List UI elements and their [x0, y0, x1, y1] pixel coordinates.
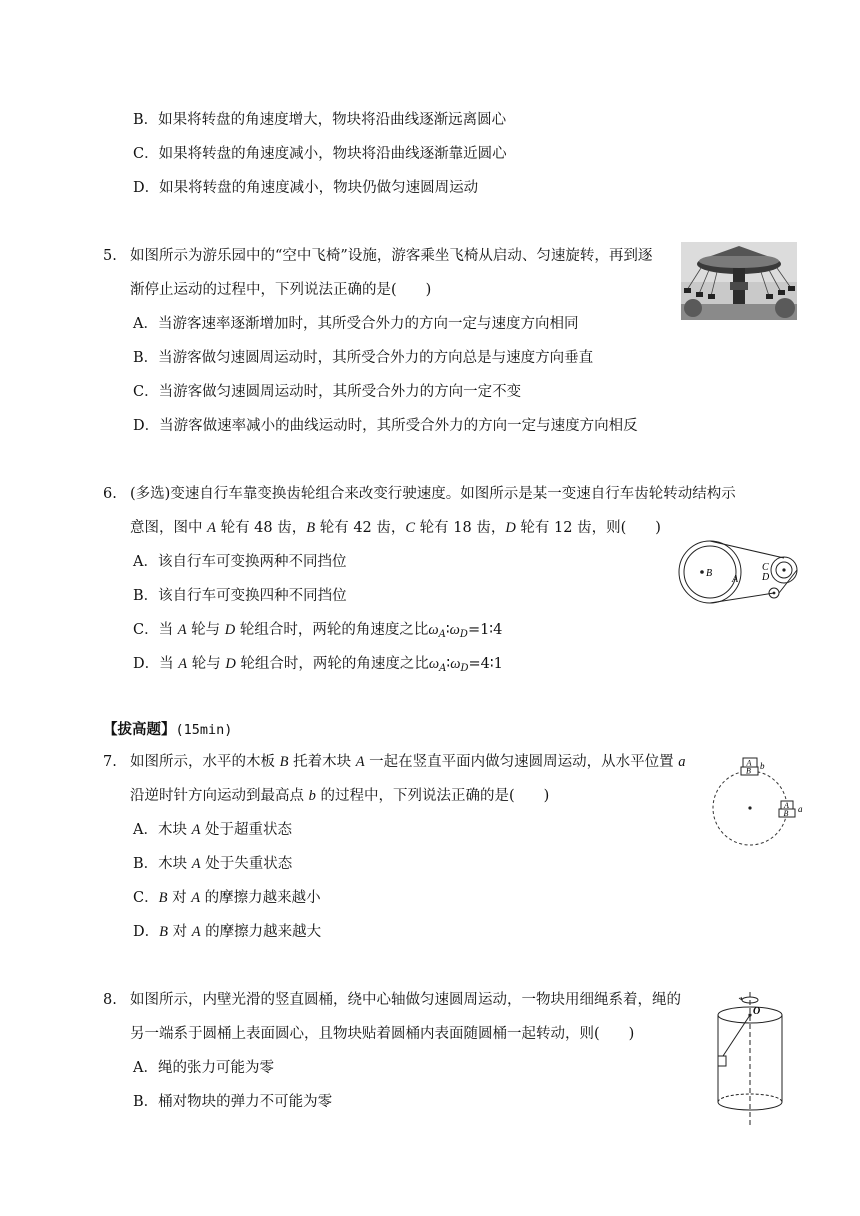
q5-number: 5.	[103, 248, 117, 264]
q8-number: 8.	[103, 992, 117, 1008]
gear-diagram	[676, 540, 800, 608]
block-in-cylinder	[718, 1056, 726, 1066]
q8-stem-line1: 如图所示，内壁光滑的竖直圆桶，绕中心轴做匀速圆周运动，一物块用细绳系着，绳的	[130, 992, 681, 1008]
q7-number: 7.	[103, 754, 117, 770]
q5-stem-line2: 渐停止运动的过程中，下列说法正确的是( )	[130, 282, 432, 298]
svg-text:B: B	[746, 766, 751, 776]
q4-option-d: D．如果将转盘的角速度减小，物块仍做匀速圆周运动	[133, 180, 479, 196]
q6-stem-line1: (多选)变速自行车靠变换齿轮组合来改变行驶速度。如图所示是某一变速自行车齿轮转动结构示	[130, 486, 736, 502]
q8-option-b: B．桶对物块的弹力不可能为零	[133, 1094, 333, 1110]
q6-option-b: B．该自行车可变换四种不同挡位	[133, 588, 347, 604]
q6-number: 6.	[103, 486, 117, 502]
q7-stem-line2: 沿逆时针方向运动到最高点 b 的过程中，下列说法正确的是( )	[130, 788, 550, 804]
q5-option-b: B．当游客做匀速圆周运动时，其所受合外力的方向总是与速度方向垂直	[133, 350, 594, 366]
gear-label-a: A	[732, 574, 739, 585]
svg-text:A: A	[784, 801, 789, 810]
q7-stem-line1: 如图所示，水平的木板 B 托着木块 A 一起在竖直平面内做匀速圆周运动，从水平位置 a	[130, 754, 686, 770]
q5-option-c: C．当游客做匀速圆周运动时，其所受合外力的方向一定不变	[133, 384, 522, 400]
q4-option-c: C．如果将转盘的角速度减小，物块将沿曲线逐渐靠近圆心	[133, 146, 507, 162]
q6-option-a: A．该自行车可变换两种不同挡位	[133, 554, 347, 570]
q7-option-c: C．B 对 A 的摩擦力越来越小	[133, 890, 321, 906]
circular-motion-diagram	[706, 752, 808, 860]
q8-option-a: A．绳的张力可能为零	[133, 1060, 274, 1076]
q6-option-d: D．当 A 轮与 D 轮组合时，两轮的角速度之比$\omega_A∶\omega_D=4∶1$	[133, 656, 503, 674]
q7-option-d: D．B 对 A 的摩擦力越来越大	[133, 924, 322, 940]
rotating-cylinder-diagram	[710, 990, 790, 1130]
q5-option-d: D．当游客做速率减小的曲线运动时，其所受合外力的方向一定与速度方向相反	[133, 418, 638, 434]
q8-stem-line2: 另一端系于圆桶上表面圆心，且物块贴着圆桶内表面随圆桶一起转动，则( )	[130, 1026, 635, 1042]
q4-option-b: B．如果将转盘的角速度增大，物块将沿曲线逐渐远离圆心	[133, 112, 507, 128]
q7-option-a: A．木块 A 处于超重状态	[133, 822, 293, 838]
q6-stem-line2: 意图，图中 A 轮有 48 齿，B 轮有 42 齿，C 轮有 18 齿，D 轮有 12 齿，则( )	[130, 520, 661, 536]
svg-text:A: A	[746, 758, 752, 768]
label-o: O	[753, 1006, 761, 1017]
gear-label-c: C	[762, 562, 769, 573]
section-heading: 【拔高题】(15min)	[103, 721, 233, 738]
label-a-point: a	[798, 804, 803, 814]
q5-stem-line1: 如图所示为游乐园中的“空中飞椅”设施，游客乘坐飞椅从启动、匀速旋转，再到逐	[130, 248, 653, 264]
swing-ride-photo	[681, 242, 797, 320]
label-b-point: b	[760, 761, 765, 771]
gear-label-b: B	[706, 568, 713, 579]
svg-text:B: B	[783, 809, 789, 818]
q5-option-a: A．当游客速率逐渐增加时，其所受合外力的方向一定与速度方向相同	[133, 316, 579, 332]
q6-option-c: C．当 A 轮与 D 轮组合时，两轮的角速度之比$\omega_A∶\omega_D=1∶4$	[133, 622, 503, 640]
gear-label-d: D	[762, 572, 770, 583]
q7-option-b: B．木块 A 处于失重状态	[133, 856, 293, 872]
